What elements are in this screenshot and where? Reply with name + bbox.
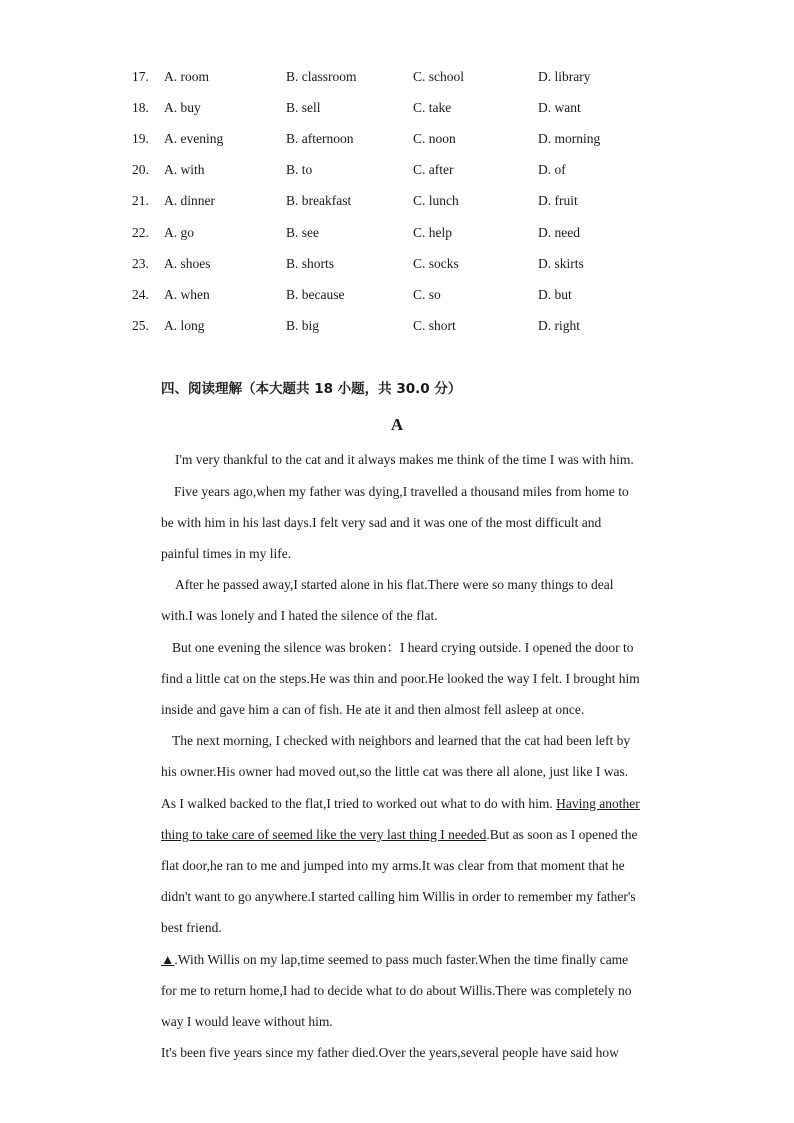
option-a: A. shoes bbox=[164, 256, 211, 271]
passage-line: be with him in his last days.I felt very sad and it was one of the most difficult and bbox=[161, 515, 602, 530]
option-row-17 bbox=[0, 66, 794, 88]
option-d: D. skirts bbox=[538, 256, 584, 271]
option-row-20 bbox=[0, 159, 794, 181]
option-d: D. library bbox=[538, 69, 591, 84]
option-a: A. buy bbox=[164, 100, 201, 115]
passage-line: find a little cat on the steps.He was thin and poor.He looked the way I felt. I brought him bbox=[161, 671, 640, 686]
option-a: A. when bbox=[164, 287, 210, 302]
option-b: B. shorts bbox=[286, 256, 335, 271]
passage-line: The next morning, I checked with neighbors and learned that the cat had been left by bbox=[172, 733, 631, 748]
passage-line: Five years ago,when my father was dying,I travelled a thousand miles from home to bbox=[174, 484, 629, 499]
option-c: C. take bbox=[413, 100, 452, 115]
passage-line: way I would leave without him. bbox=[161, 1014, 333, 1029]
option-d: D. morning bbox=[538, 131, 601, 146]
section-heading: 四、阅读理解（本大题共 18 小题，共 30.0 分） bbox=[161, 381, 462, 397]
passage-line: After he passed away,I started alone in his flat.There were so many things to deal bbox=[175, 577, 614, 592]
option-b: B. see bbox=[286, 225, 319, 240]
option-c: C. lunch bbox=[413, 193, 459, 208]
passage-line: It's been five years since my father died.Over the years,several people have said how bbox=[161, 1045, 619, 1060]
passage-line: best friend. bbox=[161, 920, 222, 935]
option-row-19 bbox=[0, 128, 794, 150]
option-a: A. go bbox=[164, 225, 194, 240]
option-b: B. to bbox=[286, 162, 313, 177]
option-a: A. long bbox=[164, 318, 205, 333]
passage-line bbox=[161, 825, 661, 845]
passage-line: didn't want to go anywhere.I started calling him Willis in order to remember my father's bbox=[161, 889, 636, 904]
question-number: 21. bbox=[132, 193, 149, 208]
option-b: B. because bbox=[286, 287, 345, 302]
passage-line: inside and gave him a can of fish. He ate it and then almost fell asleep at once. bbox=[161, 702, 585, 717]
passage-line: flat door,he ran to me and jumped into my arms.It was clear from that moment that he bbox=[161, 858, 625, 873]
question-number: 18. bbox=[132, 100, 149, 115]
option-d: D. right bbox=[538, 318, 580, 333]
underlined-sentence: Having another bbox=[556, 796, 640, 811]
option-b: B. afternoon bbox=[286, 131, 354, 146]
option-c: C. noon bbox=[413, 131, 456, 146]
option-a: A. room bbox=[164, 69, 209, 84]
question-number: 19. bbox=[132, 131, 149, 146]
option-a: A. with bbox=[164, 162, 205, 177]
question-number: 25. bbox=[132, 318, 149, 333]
option-c: C. socks bbox=[413, 256, 459, 271]
passage-text: .With Willis on my lap,time seemed to pass much faster.When the time finally came bbox=[174, 952, 629, 967]
question-number: 20. bbox=[132, 162, 149, 177]
question-number: 23. bbox=[132, 256, 149, 271]
option-d: D. need bbox=[538, 225, 580, 240]
option-row-18 bbox=[0, 97, 794, 119]
option-d: D. of bbox=[538, 162, 566, 177]
passage-line bbox=[161, 794, 661, 814]
option-a: A. evening bbox=[164, 131, 224, 146]
option-d: D. fruit bbox=[538, 193, 578, 208]
option-b: B. classroom bbox=[286, 69, 357, 84]
option-a: A. dinner bbox=[164, 193, 215, 208]
option-c: C. help bbox=[413, 225, 452, 240]
option-c: C. after bbox=[413, 162, 454, 177]
option-c: C. short bbox=[413, 318, 456, 333]
underlined-sentence: thing to take care of seemed like the very last thing I needed bbox=[161, 827, 487, 842]
passage-line: But one evening the silence was broken：I heard crying outside. I opened the door to bbox=[172, 640, 634, 655]
option-d: D. but bbox=[538, 287, 572, 302]
option-c: C. so bbox=[413, 287, 441, 302]
passage-text: .But as soon as I opened the bbox=[486, 827, 638, 842]
passage-line: for me to return home,I had to decide what to do about Willis.There was completely no bbox=[161, 983, 632, 998]
passage-text: As I walked backed to the flat,I tried to worked out what to do with him. bbox=[161, 796, 557, 811]
option-row-22 bbox=[0, 222, 794, 244]
option-row-21 bbox=[0, 190, 794, 212]
passage-line: his owner.His owner had moved out,so the little cat was there all alone, just like I was. bbox=[161, 764, 629, 779]
passage-line: painful times in my life. bbox=[161, 546, 292, 561]
question-number: 22. bbox=[132, 225, 149, 240]
option-b: B. sell bbox=[286, 100, 321, 115]
question-number: 17. bbox=[132, 69, 149, 84]
option-c: C. school bbox=[413, 69, 465, 84]
option-row-23 bbox=[0, 253, 794, 275]
question-number: 24. bbox=[132, 287, 149, 302]
option-b: B. breakfast bbox=[286, 193, 352, 208]
passage-line bbox=[161, 950, 661, 970]
option-d: D. want bbox=[538, 100, 581, 115]
passage-title: A bbox=[390, 415, 404, 434]
option-row-24 bbox=[0, 284, 794, 306]
blank-marker: ▲ bbox=[161, 952, 175, 967]
option-row-25 bbox=[0, 315, 794, 337]
passage-line: with.I was lonely and I hated the silence of the flat. bbox=[161, 608, 438, 623]
option-b: B. big bbox=[286, 318, 320, 333]
passage-line: I'm very thankful to the cat and it always makes me think of the time I was with him. bbox=[175, 452, 634, 467]
